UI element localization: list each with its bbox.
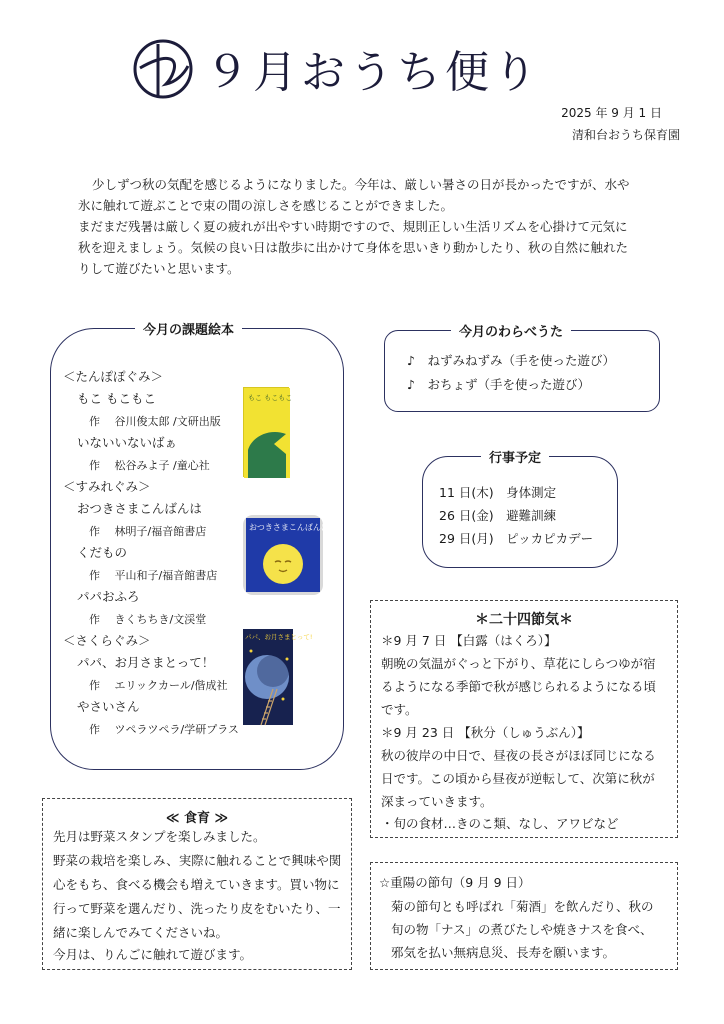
event-item: 11 日(木) 身体測定 [439, 485, 557, 500]
food-education-line: 行って野菜を選んだり、洗ったり皮をむいたり、一 [53, 901, 341, 916]
food-education-line: 今月は、りんごに触れて遊びます。 [53, 947, 253, 962]
book-author: 作 平山和子/福音館書店 [89, 569, 218, 582]
page-title: ９月おうち便り [205, 47, 541, 98]
book-author: 作 きくちちき/文渓堂 [89, 613, 207, 626]
book-title: パパおふろ [77, 589, 140, 604]
class-name-sumire: ＜すみれぐみ＞ [63, 479, 151, 494]
svg-text:パパ、お月さまとって!: パパ、お月さまとって! [245, 633, 313, 641]
book-cover-moko [243, 387, 293, 477]
book-author: 作 ツペラツペラ/学研プラス [89, 723, 239, 736]
nursery-logo [132, 38, 194, 100]
solar-term-line: 日です。この頃から昼夜が逆転して、次第に秋が [381, 771, 655, 786]
svg-text:もこ もこもこ: もこ もこもこ [248, 394, 293, 402]
book-title: おつきさまこんばんは [77, 501, 202, 516]
organization-name: 清和台おうち保育園 [571, 128, 680, 142]
solar-term-line: 深まっていきます。 [381, 794, 493, 809]
food-education-heading: ≪ 食育 ≫ [165, 811, 229, 826]
intro-line: 秋を迎えましょう。気候の良い日は散歩に出かけて身体を思いきり動かしたり、秋の自然に触れた [78, 240, 629, 255]
picture-books-heading: 今月の課題絵本 [135, 319, 242, 338]
choyo-line: 菊の節句とも呼ばれ「菊酒」を飲んだり、秋の [391, 899, 654, 914]
choyo-festival-box [370, 862, 678, 970]
intro-line: りして遊びたいと思います。 [78, 261, 240, 276]
book-author: 作 エリックカール/偕成社 [89, 679, 228, 692]
svg-text:おつきさまこんばんは: おつきさまこんばんは [249, 523, 329, 532]
food-education-line: 緒に楽しんでみてくださいね。 [53, 925, 229, 940]
choyo-line: 旬の物「ナス」の煮びたしや焼きナスを食べ、 [391, 922, 653, 937]
class-name-tanpopo: ＜たんぽぽぐみ＞ [63, 369, 164, 384]
solar-terms-heading: ＊二十四節気＊ [475, 612, 573, 628]
food-education-box [42, 798, 352, 970]
book-title: パパ、お月さまとって！ [77, 655, 215, 670]
food-education-line: 先月は野菜スタンプを楽しみました。 [53, 829, 266, 844]
nursery-rhyme-item: ♪ ねずみねずみ（手を使った遊び） [407, 353, 615, 368]
solar-term-line: ＊9 月 23 日 【秋分（しゅうぶん）】 [381, 725, 590, 740]
choyo-line: 邪気を払い無病息災、長寿を願います。 [391, 945, 616, 960]
food-education-line: 野菜の栽培を楽しみ、実際に触れることで興味や関 [53, 853, 342, 868]
issue-date: 2025 年 9 月 1 日 [561, 106, 662, 120]
book-author: 作 林明子/福音館書店 [89, 525, 207, 538]
solar-term-line: です。 [381, 702, 418, 717]
nursery-rhyme-item: ♪ おちょず（手を使った遊び） [407, 377, 590, 392]
book-title: いないいないばぁ [77, 435, 178, 450]
nursery-rhymes-box [384, 325, 660, 412]
solar-term-line: 朝晩の気温がぐっと下がり、草花にしらつゆが宿 [381, 656, 656, 671]
book-author: 作 谷川俊太郎 /文研出版 [89, 415, 221, 428]
solar-term-line: ＊9 月 7 日 【白露（はくろ）】 [381, 633, 557, 648]
seasonal-food-line: ・旬の食材…きのこ類、なし、アワビなど [381, 816, 619, 831]
book-title: もこ もこもこ [77, 391, 156, 406]
book-cover-otsukisama [243, 515, 329, 595]
nursery-rhymes-heading: 今月のわらべうた [451, 321, 571, 340]
book-title: くだもの [77, 545, 128, 560]
intro-line: 氷に触れて遊ぶことで束の間の涼しさを感じることができました。 [78, 198, 454, 213]
event-item: 26 日(金) 避難訓練 [439, 508, 557, 523]
solar-term-line: るようになる季節で秋が感じられるようになる頃 [381, 679, 657, 694]
class-name-sakura: ＜さくらぐみ＞ [63, 633, 151, 648]
events-box [422, 451, 618, 568]
food-education-line: 心をもち、食べる機会も増えていきます。買い物に [53, 877, 340, 892]
picture-books-box [50, 323, 344, 770]
solar-term-line: 秋の彼岸の中日で、昼夜の長さがほぼ同じになる [381, 748, 656, 763]
events-heading: 行事予定 [481, 447, 549, 466]
intro-message [78, 174, 674, 279]
intro-line: 少しずつ秋の気配を感じるようになりました。今年は、厳しい暑さの日が長かったですが、水や [92, 177, 630, 192]
book-cover-papa-moon [243, 629, 313, 725]
intro-line: まだまだ残暑は厳しく夏の疲れが出やすい時期ですので、規則正しい生活リズムを心掛けて元気に [78, 219, 628, 234]
solar-terms-box [370, 600, 678, 838]
choyo-heading: ☆重陽の節句（9 月 9 日） [379, 875, 531, 890]
book-title: やさいさん [77, 699, 140, 714]
event-item: 29 日(月) ピッカピカデー [439, 531, 594, 546]
book-author: 作 松谷みよ子 /童心社 [89, 459, 210, 472]
